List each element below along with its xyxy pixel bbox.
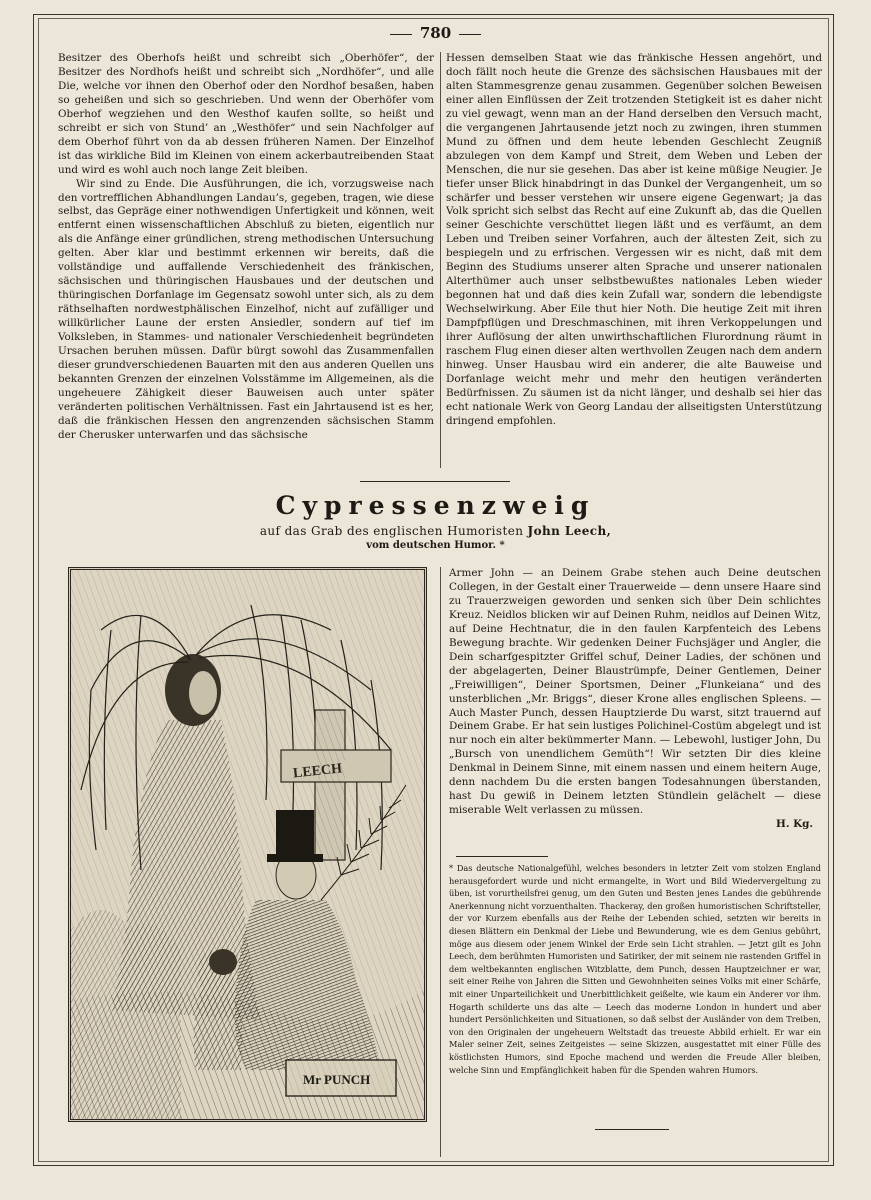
top-article-right-column bbox=[446, 52, 822, 468]
top-right-paragraph-1: Hessen demselben Staat wie das fränkische Hessen angehört, und doch fällt noch heute die Grenze des sächsischen Hausbaues mit der alten Stammesgrenze genau zusammen. Gegenüber solchen Beweisen einer allen Einflüssen der Zeit trotzenden Stetigkeit ist es daher nicht zu viel gewagt, wenn man an der Hand derselben den Versuch macht, die vergangenen Jahrtausende jetzt noch zu zwingen, ihren stummen Mund zu öffnen und dem heute lebenden Geschlecht Zeugniß abzulegen von dem Kampf und Streit, dem Weben und Leben der Menschen, die nur sie gesehen. Das aber ist keine müßige Neugier. Je tiefer unser Blick hinabdringt in das Dunkel der Vergangenheit, um so schärfer und besser verstehen wir unsere eigene Gegenwart; ja das Volk spricht sich selbst das Recht auf eine Zukunft ab, das die Quellen seiner Geschichte verschüttet liegen läßt und es verfäumt, an dem Leben und Treiben seiner Vorfahren, auch der ältesten Zeit, sich zu bespiegeln und zu erfrischen. Vergessen wir es nicht, daß mit dem Beginn des Studiums unserer alten Sprache und unserer nationalen Alterthümer auch unser selbstbewußtes nationales Leben wieder begonnen hat und daß dies kein Zufall war, sondern die lebendigste Wechselwirkung. Aber Eile thut hier Noth. Die heutige Zeit mit ihren Dampfpflügen und Dreschmaschinen, mit ihren Verkoppelungen und ihrer Auflösung der alten unwirthschaftlichen Flurordnung räumt in raschem Flug einen dieser alten werthvollen Zeugen nach dem andern hinweg. Unser Hausbau wird ein anderer, die alte Bauweise und Dorfanlage weicht mehr und mehr den heutigen veränderten Bedürfnissen. Zu säumen ist da nicht länger, und deshalb sei hier das echt nationale Werk von Georg Landau der allseitigsten Unterstützung dringend empfohlen. bbox=[446, 52, 822, 427]
article-title: Cypressenzweig bbox=[275, 491, 596, 520]
bushes-left bbox=[71, 910, 181, 1119]
top-left-paragraph-2: Wir sind zu Ende. Die Ausführungen, die ich, vorzugsweise nach den vortrefflichen Abhandlungen Landau’s, gegeben, tragen, wie diese selbst, das Gepräge einer nothwendigen Unfertigkeit und können, weit entfernt einen wissenschaftlichen Abschluß zu bieten, eigentlich nur als die Anfänge einer gründlichen, streng methodischen Untersuchung gelten. Aber klar und bestimmt erkennen wir bereits, daß die vollständige und auffallende Verschiedenheit des fränkischen, sächsischen und thüringischen Hausbaues und der deutschen und thüringischen Dorfanlage im Gegensatz sowohl unter sich, als zu dem räthselhaften nordwestphälischen Einzelhof, nicht auf zufälliger und willkürlicher Laune der ersten Ansiedler, sondern auf tief im Volksleben, in Stammes- und nationaler Verschiedenheit begründeten Ursachen beruhen müssen. Dafür bürgt sowohl das Zusammenfallen dieser grundverschiedenen Bauarten mit den aus anderen Quellen uns bekannten Grenzen der einzelnen Volsstämme im Allgemeinen, als die ungeheuere Zähigkeit dieser Bauweisen auch unter später veränderten politischen Verhältnissen. Fast ein Jahrtausend ist es her, daß die fränkischen Hessen den angrenzenden sächsischen Stamm der Cherusker unterwarfen und das sächsische bbox=[58, 177, 434, 441]
main-article-paragraph: Armer John — an Deinem Grabe stehen auch Deine deutschen Collegen, in der Gestalt einer Trauerweide — denn unsere Haare sind zu Trauerzweigen geworden und senken sich über Dein schlichtes Kreuz. Neidlos blicken wir auf Deinen Ruhm, neidlos auf Deinen Witz, auf Deine Hechtnatur, die in den faulen Karpfenteich des Lebens Bewegung brachte. Wir gedenken Deiner Fuchsjäger und Angler, die Dein scharfgespitzter Griffel schuf, Deiner Ladies, der schönen und der abgelagerten, Deiner Blaustrümpfe, Deiner Gentlemen, Deiner „Freiwilligen“, Deiner Sportsmen, Deiner „Flunkeiana“ und des unsterblichen „Mr. Briggs“, dieser Krone alles englischen Spleens. — Auch Master Punch, dessen Hauptzierde Du warst, sitzt trauernd auf Deinem Grabe. Er hat sein lustiges Polichinel-Costüm abgelegt und ist nur noch ein alter bekümmerter Mann. — Lebewohl, lustiger John, Du „Bursch von unendlichem Gemüth“! Wir setzten Dir dies kleine Denkmal in Deinem Sinne, mit einem nassen und einem heitern Auge, denn nachdem Du die ersten bangen Todesahnungen überstanden, hast Du gewiß in Deinem letzten Stündlein gelächelt — diese miserable Welt verlassen zu müssen. bbox=[449, 567, 821, 817]
punch-top-hat bbox=[276, 810, 314, 858]
end-rule bbox=[595, 1129, 669, 1130]
willow-figure-face bbox=[189, 671, 217, 715]
page-number: 780 bbox=[419, 24, 452, 42]
engraving-svg bbox=[71, 570, 424, 1119]
page-number-line bbox=[0, 24, 871, 42]
top-left-paragraph-1: Besitzer des Oberhofs heißt und schreibt sich „Oberhöfer“, der Besitzer des Nordhofs heißt und schreibt sich „Nordhöfer“, und alle Die, welche vor ihnen den Oberhof oder den Nordhof besaßen, haben so geheißen und sich so geschrieben. Und wenn der Oberhöfer vom Oberhof wegziehen und den Westhof kaufen sollte, so heißt und schreibt er sich von Stund’ an „Westhöfer“ und sein Nachfolger auf dem Oberhof führt von da ab dessen früheren Namen. Der Einzelhof ist das wirkliche Bild im Kleinen von einem ackerbautreibenden Staat und wird es wohl auch noch lange Zeit bleiben. bbox=[58, 52, 434, 176]
footnote: * Das deutsche Nationalgefühl, welches besonders in letzter Zeit vom stolzen England herausgefordert wurde und nicht ermangelte, in Wort und Bild Wiedervergeltung zu üben, ist vorurtheilsfrei genug, um den Guten und Besten jenes Landes die gebührende Anerkennung nicht vorzuenthalten. Thackeray, den großen humoristischen Schriftsteller, der vor Kurzem ebenfalls aus der Reihe der Lebenden schied, setzten wir bereits in diesen Blättern ein Denkmal der Liebe und Bewunderung, wie es dem Genius gebührt, möge aus diesem oder jenem Winkel der Erde sein Licht strahlen. — Jetzt gilt es John Leech, dem berühmten Humoristen und Satiriker, der mit seinem nie rastenden Griffel in dem weltbekannten englischen Witzblatte, dem Punch, dessen Hauptzeichner er war, seit einer Reihe von Jahren die Sitten und Gewohnheiten seines Volks mit einer Schärfe, mit einer Unparteilichkeit und Unerbittlichkeit geißelte, wie kaum ein Anderer vor ihm. Hogarth schilderte uns das alte — Leech das moderne London in hundert und aber hundert Persönlichkeiten und Situationen, so daß selbst der Ausländer von dem Treiben, von den Originalen der ungeheuern Weltstadt das treueste Abbild erhielt. Er war ein Maler seiner Zeit, seines Zeitgeistes — seine Skizzen, ausgestattet mit einer Fülle des köstlichsten Humors, sind Epoche machend und werden die Freude Aller bleiben, welche Sinn und Empfänglichkeit haben für die Spenden wahren Humors. bbox=[449, 863, 821, 1075]
cross-label: LEECH bbox=[292, 761, 343, 782]
author-signature: H. Kg. bbox=[776, 818, 813, 831]
section-divider-rule bbox=[360, 481, 510, 482]
article-subtitle-prefix: auf das Grab des englischen Humoristen bbox=[259, 524, 528, 538]
page-number-dash-left bbox=[390, 34, 412, 35]
page-number-dash-right bbox=[459, 34, 481, 35]
footnote-rule bbox=[456, 856, 548, 857]
dog-head bbox=[209, 949, 237, 975]
punch-box-label: Mr PUNCH bbox=[303, 1072, 371, 1087]
engraving-illustration bbox=[68, 567, 427, 1122]
punch-hat-brim bbox=[267, 854, 323, 862]
column-divider-lower bbox=[440, 567, 441, 1157]
main-article-body bbox=[449, 567, 821, 852]
article-subtitle-name: John Leech, bbox=[527, 524, 612, 538]
column-divider-top bbox=[440, 52, 441, 468]
top-article-left-column bbox=[58, 52, 434, 468]
article-byline: vom deutschen Humor. * bbox=[366, 540, 505, 551]
article-subtitle bbox=[0, 524, 871, 538]
